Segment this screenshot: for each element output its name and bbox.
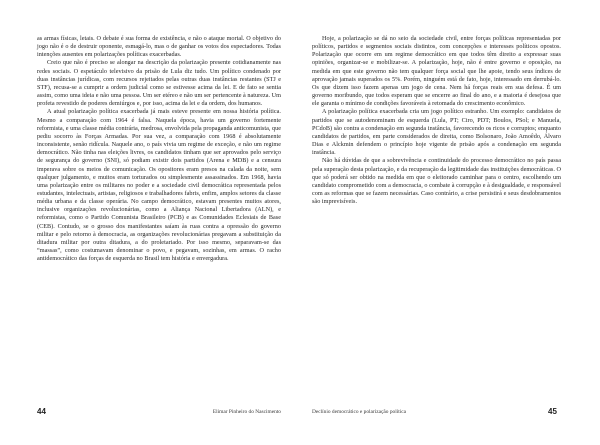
left-page-body (37, 35, 281, 263)
paragraph: Não há dúvidas de que a sobrevivência e continuidade do processo democrático no país passa pela superação desta polarização, e da recuperação da legitimidade das instituições democráticas. O que só poderá ser obtido na medida em que o eleitorado caminhar para o centro, escolhendo um candidato comprometido com a democracia, o combate à corrupção e à desigualdade, e responsável com as reformas que se fazem necessárias. Caso contrário, a crise persistirá e seus desdobramentos são imprevisíveis. (312, 157, 561, 206)
right-page (300, 0, 600, 445)
page-number: 44 (37, 407, 46, 416)
page-number: 45 (548, 407, 557, 416)
paragraph: as armas físicas, letais. O debate é sua forma de existência, e não o ataque mortal. O objetivo do jogo não é o de destruir oponente, esmagá-lo, mas o de ganhar os votos dos espectadores. Todas intenções ausentes em polarizações políticas exacerbadas. (37, 35, 281, 59)
paragraph: A atual polarização política exacerbada já mais esteve presente em nossa história política. Mesmo a comparação com 1964 é falsa. Naquela época, havia um governo fortemente reformista, e uma classe média contrária, medrosa, envolvida pela propaganda anticomunista, que pediu socorro às Forças Armadas. Por sua vez, a comparação com 1968 é absolutamente inconsistente, senão ridícula. Naquele ano, o país vivia um regime de exceção, e não um regime democrático. Não tinha nas eleições livres, os candidatos tinham que ser aprovados pelo serviço de segurança do governo (SNI), só podiam existir dois partidos (Arena e MDB) e a censura imperava sobre os meios de comunicação. Os opositores eram presos na calada da noite, sem qualquer julgamento, e muitos eram torturados ou simplesmente assassinados. Em 1968, havia uma polarização entre os militares no poder e a sociedade civil democrática representada pelos estudantes, intelectuais, artistas, religiosos e trabalhadores fabris, enfim, amplos setores da classe média urbana e da classe operária. No campo democrático, estavam presentes muitos atores, inclusive organizações revolucionárias, como a Aliança Nacional Libertadora (ALN), e reformistas, como o Partido Comunista Brasileiro (PCB) e as Comunidades Eclesiais de Base (CEB). Contudo, se o grosso dos manifestantes saíam às ruas contra a opressão do governo militar e pelo retorno à democracia, as organizações revolucionárias pregavam a substituição da ditadura militar por outra ditadura, a do proletariado. Por isso mesmo, separavam-se das “massas”, como costumavam denominar o povo, e pegavam, sozinhas, em armas. O racho antidemocrático das forças de esquerda no Brasil tem história e envergadura. (37, 108, 281, 263)
running-footer-title: Declínio democrático e polarização política (312, 409, 406, 415)
paragraph: Creio que não é preciso se alongar na descrição da polarização presente cotidianamente nas redes sociais. O espetáculo televisivo da prisão de Lula diz tudo. Um político condenado por duas instâncias jurídicas, com recursos rejeitados pelas outras duas instâncias restantes (STJ e STF), recusa-se a cumprir a ordem judicial como se estivesse acima da lei. E de fato se sentia assim, como uma ideia e não uma pessoa. Um ser etéreo e não um ser pertencente à natureza. Um profeta revestido de poderes demiúrgos e, por isso, acima da lei e da ordem, dos humanos. (37, 59, 281, 108)
right-page-body (312, 35, 561, 206)
paragraph: A polarização política exacerbada cria um jogo político estranho. Um exemplo: candidatos de partidos que se autodenominam de esquerda (Lula, PT; Ciro, PDT; Boulos, PSol; e Manuela, PCdoB) são contra a condenação em segunda instância, favorecendo os ricos e corruptos; enquanto candidatos de partidos, em parte considerados de direita, como Bolsonaro, João Amoêdo, Álvaro Dias e Alckmin defendem o princípio hoje vigente de prisão após a condenação em segunda instância. (312, 108, 561, 157)
paragraph: Hoje, a polarização se dá no seio da sociedade civil, entre forças políticas representadas por políticos, partidos e segmentos sociais distintos, com concepções e interesses políticos opostos. Polarização que ocorre em um regime democrático em que todos têm direito a expressar suas opiniões, organizar-se e mobilizar-se. A polarização, hoje, não é entre governo e oposição, na medida em que este governo não tem qualquer força social que lhe apoie, tendo seus índices de aprovação jamais superados os 5%. Porém, ninguém está de fato, hoje, interessado em derrubá-lo. Os que dizem isso fazem apenas um jogo de cena. Nem há forças reais em sua defesa. É um governo moribundo, que todos esperam que se encerre ao final do ano, e a maioria é desejosa que ele garanta o mínimo de condições favoráveis à retomada do crescimento econômico. (312, 35, 561, 108)
running-footer-author: Elimar Pinheiro do Nascimento (212, 409, 281, 415)
